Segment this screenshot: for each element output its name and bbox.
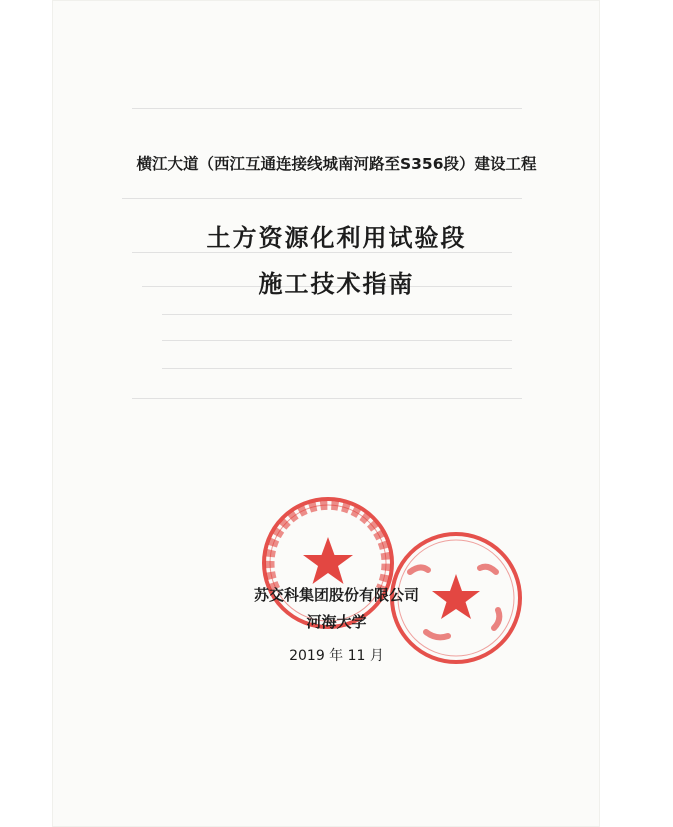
ghost-line [162,314,512,315]
document-title-line-2: 施工技术指南 [258,270,415,298]
document-title-line-1: 土方资源化利用试验段 [206,224,467,252]
ghost-line [132,108,522,109]
document-date: 2019 年 11 月 [289,648,384,664]
document-page [52,0,600,827]
ghost-line [132,398,522,399]
organization-name: 河海大学 [306,613,367,631]
project-title: 横江大道（西江互通连接线城南河路至S356段）建设工程 [136,155,537,173]
seal-star-icon [303,537,353,584]
ghost-line [162,340,512,341]
ghost-line [162,368,512,369]
ghost-line [122,198,522,199]
organization-name: 苏交科集团股份有限公司 [253,586,419,604]
